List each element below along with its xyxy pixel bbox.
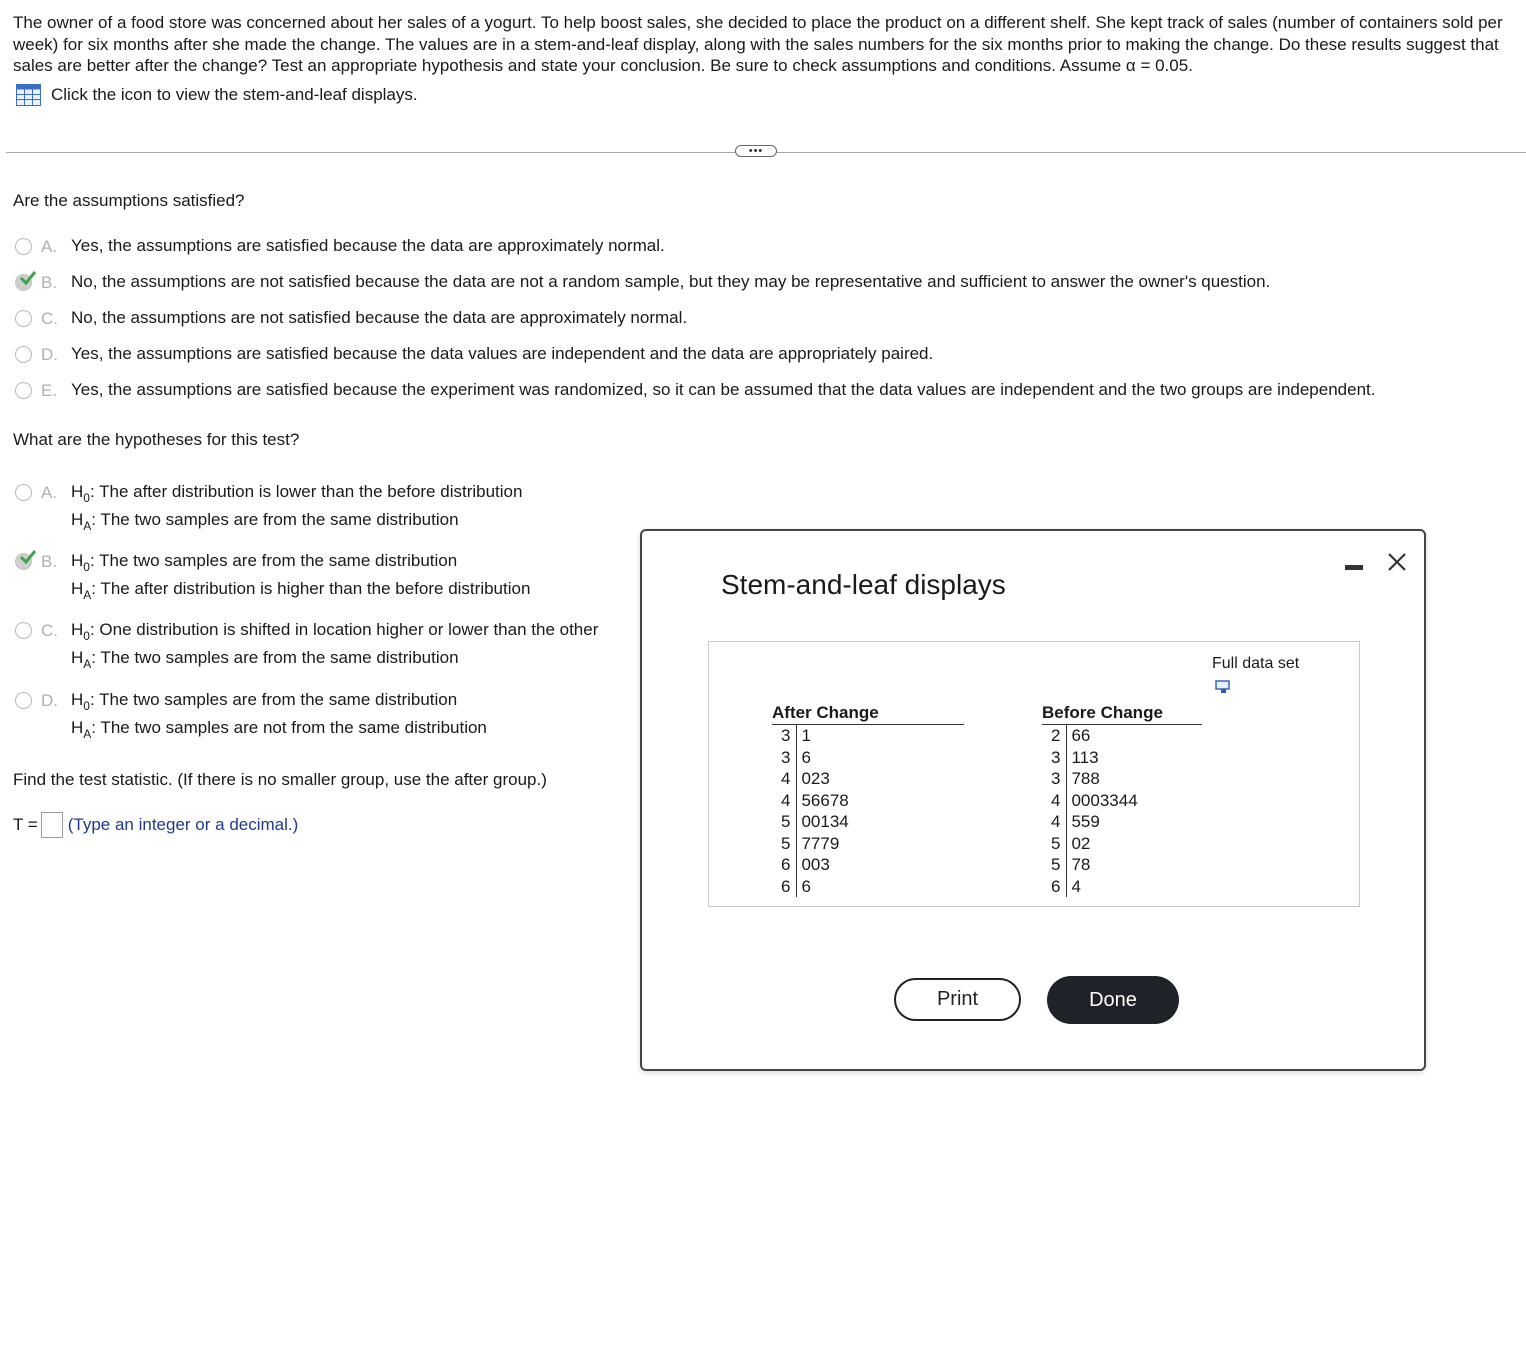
print-button[interactable]: Print	[894, 978, 1021, 1021]
after-leaf: 6	[801, 876, 811, 896]
before-stem: 5	[1051, 833, 1061, 853]
before-stem: 6	[1051, 876, 1061, 896]
before-stem: 4	[1051, 812, 1061, 831]
q1-option-b[interactable]	[15, 273, 1270, 296]
expand-more-button[interactable]: •••	[735, 145, 777, 157]
option-text: Yes, the assumptions are satisfied because the data are approximately normal.	[71, 236, 665, 255]
after-leaf: 1	[801, 726, 811, 745]
after-leaf: 003	[801, 855, 830, 874]
before-leaf: 66	[1071, 726, 1091, 745]
option-text: $H_0$: The two samples are from the same distribution $H_A$: The after distribution is higher than the before distribution	[71, 551, 531, 602]
test-statistic-row	[13, 812, 298, 838]
q2-prompt: What are the hypotheses for this test?	[13, 430, 300, 449]
option-text: No, the assumptions are not satisfied because the data are approximately normal.	[71, 308, 688, 327]
before-leaf: 559	[1071, 812, 1100, 831]
q1-option-d[interactable]	[15, 345, 933, 368]
after-leaf: 023	[801, 769, 830, 788]
full-data-set-label: Full data set	[1212, 655, 1300, 672]
checkmark-icon	[19, 549, 37, 565]
before-leaf: 113	[1071, 747, 1099, 767]
after-change-title: After Change	[772, 703, 964, 725]
before-leaf: 788	[1071, 769, 1100, 788]
before-change-display	[1042, 703, 1202, 897]
option-text: $H_0$: The two samples are from the same distribution $H_A$: The two samples are not from the same distribution	[71, 690, 487, 741]
after-stem: 3	[781, 726, 791, 745]
stem-leaf-dialog	[640, 529, 1426, 1071]
before-stem: 3	[1051, 769, 1061, 788]
q1-option-c[interactable]	[15, 309, 687, 332]
input-hint: (Type an integer or a decimal.)	[67, 815, 299, 834]
option-letter: E.	[41, 381, 58, 400]
q2-option-b[interactable]	[15, 552, 530, 603]
before-stem: 2	[1051, 726, 1061, 745]
after-leaf: 56678	[801, 790, 849, 810]
option-letter: D.	[41, 345, 58, 364]
radio-button[interactable]	[15, 310, 32, 327]
q2-option-c[interactable]	[15, 621, 598, 672]
option-letter: A.	[41, 237, 58, 256]
option-text: Yes, the assumptions are satisfied because the experiment was randomized, so it can be assumed that the data values are independent and the two groups are independent.	[71, 380, 1376, 399]
before-change-title: Before Change	[1042, 703, 1202, 725]
before-stem: 3	[1051, 747, 1061, 767]
radio-button[interactable]	[15, 622, 32, 639]
q1-prompt: Are the assumptions satisfied?	[13, 191, 245, 210]
option-text: $H_0$: One distribution is shifted in location higher or lower than the other $H_A$: The two samples are from the same distribution	[71, 620, 599, 671]
option-letter: C.	[41, 621, 58, 640]
before-stem: 5	[1051, 855, 1061, 874]
after-leaf: 6	[801, 747, 811, 767]
before-leaf: 02	[1071, 833, 1091, 853]
q1-option-a[interactable]	[15, 237, 665, 260]
q3-prompt: Find the test statistic. (If there is no smaller group, use the after group.)	[13, 770, 547, 789]
option-letter: B.	[41, 273, 58, 292]
radio-button[interactable]	[15, 238, 32, 255]
after-leaf: 00134	[801, 812, 849, 831]
before-leaf: 0003344	[1071, 790, 1138, 810]
problem-statement: The owner of a food store was concerned about her sales of a yogurt. To help boost sales, she decided to place the product on a different shelf. She kept track of sales (number of containers sold per week) for six months after she made the change. The values are in a stem-and-leaf display, along with the sales numbers for the six months prior to making the change. Do these results suggest that sales are better after the change? Test an appropriate hypothesis and state your conclusion. Be sure to check assumptions and conditions. Assume α = 0.05.	[13, 13, 1503, 75]
option-text: No, the assumptions are not satisfied because the data are not a random sample, but they may be representative and sufficient to answer the owner's question.	[71, 272, 1271, 291]
stem-leaf-link[interactable]	[16, 84, 418, 106]
after-stem: 3	[781, 747, 791, 767]
after-stem: 5	[781, 812, 791, 831]
minimize-button[interactable]	[1345, 565, 1363, 570]
after-stem: 4	[781, 769, 791, 788]
after-stem: 6	[781, 876, 791, 896]
radio-button[interactable]	[15, 484, 32, 501]
dialog-title: Stem-and-leaf displays	[721, 569, 1006, 600]
stem-leaf-panel	[708, 641, 1360, 907]
radio-button[interactable]	[15, 382, 32, 399]
after-change-display	[772, 703, 964, 897]
done-button[interactable]: Done	[1047, 976, 1179, 1024]
option-letter: A.	[41, 483, 58, 502]
after-stem: 5	[781, 833, 791, 853]
after-stem: 4	[781, 790, 791, 810]
q2-option-d[interactable]	[15, 691, 487, 742]
q1-option-e[interactable]	[15, 381, 1375, 404]
before-leaf: 4	[1071, 876, 1081, 896]
option-letter: D.	[41, 691, 58, 710]
option-text: Yes, the assumptions are satisfied because the data values are independent and the data are appropriately paired.	[71, 344, 934, 363]
checkmark-icon	[19, 270, 37, 286]
radio-button[interactable]	[15, 692, 32, 709]
before-leaf: 78	[1071, 855, 1091, 874]
t-answer-input[interactable]	[41, 812, 63, 838]
stem-leaf-link-text[interactable]: Click the icon to view the stem-and-leaf displays.	[51, 85, 418, 104]
t-label: T =	[13, 815, 38, 834]
option-letter: B.	[41, 552, 58, 571]
option-text: $H_0$: The after distribution is lower than the before distribution $H_A$: The two samples are from the same distribution	[71, 482, 523, 533]
radio-button-selected[interactable]	[15, 274, 32, 291]
q2-option-a[interactable]	[15, 483, 522, 534]
after-stem: 6	[781, 855, 791, 874]
before-stem: 4	[1051, 790, 1061, 810]
close-icon[interactable]	[1386, 551, 1408, 573]
copy-data-icon[interactable]	[1215, 680, 1231, 694]
table-icon[interactable]	[16, 84, 41, 106]
radio-button[interactable]	[15, 346, 32, 363]
radio-button-selected[interactable]	[15, 553, 32, 570]
option-letter: C.	[41, 309, 58, 328]
after-leaf: 7779	[801, 833, 840, 853]
